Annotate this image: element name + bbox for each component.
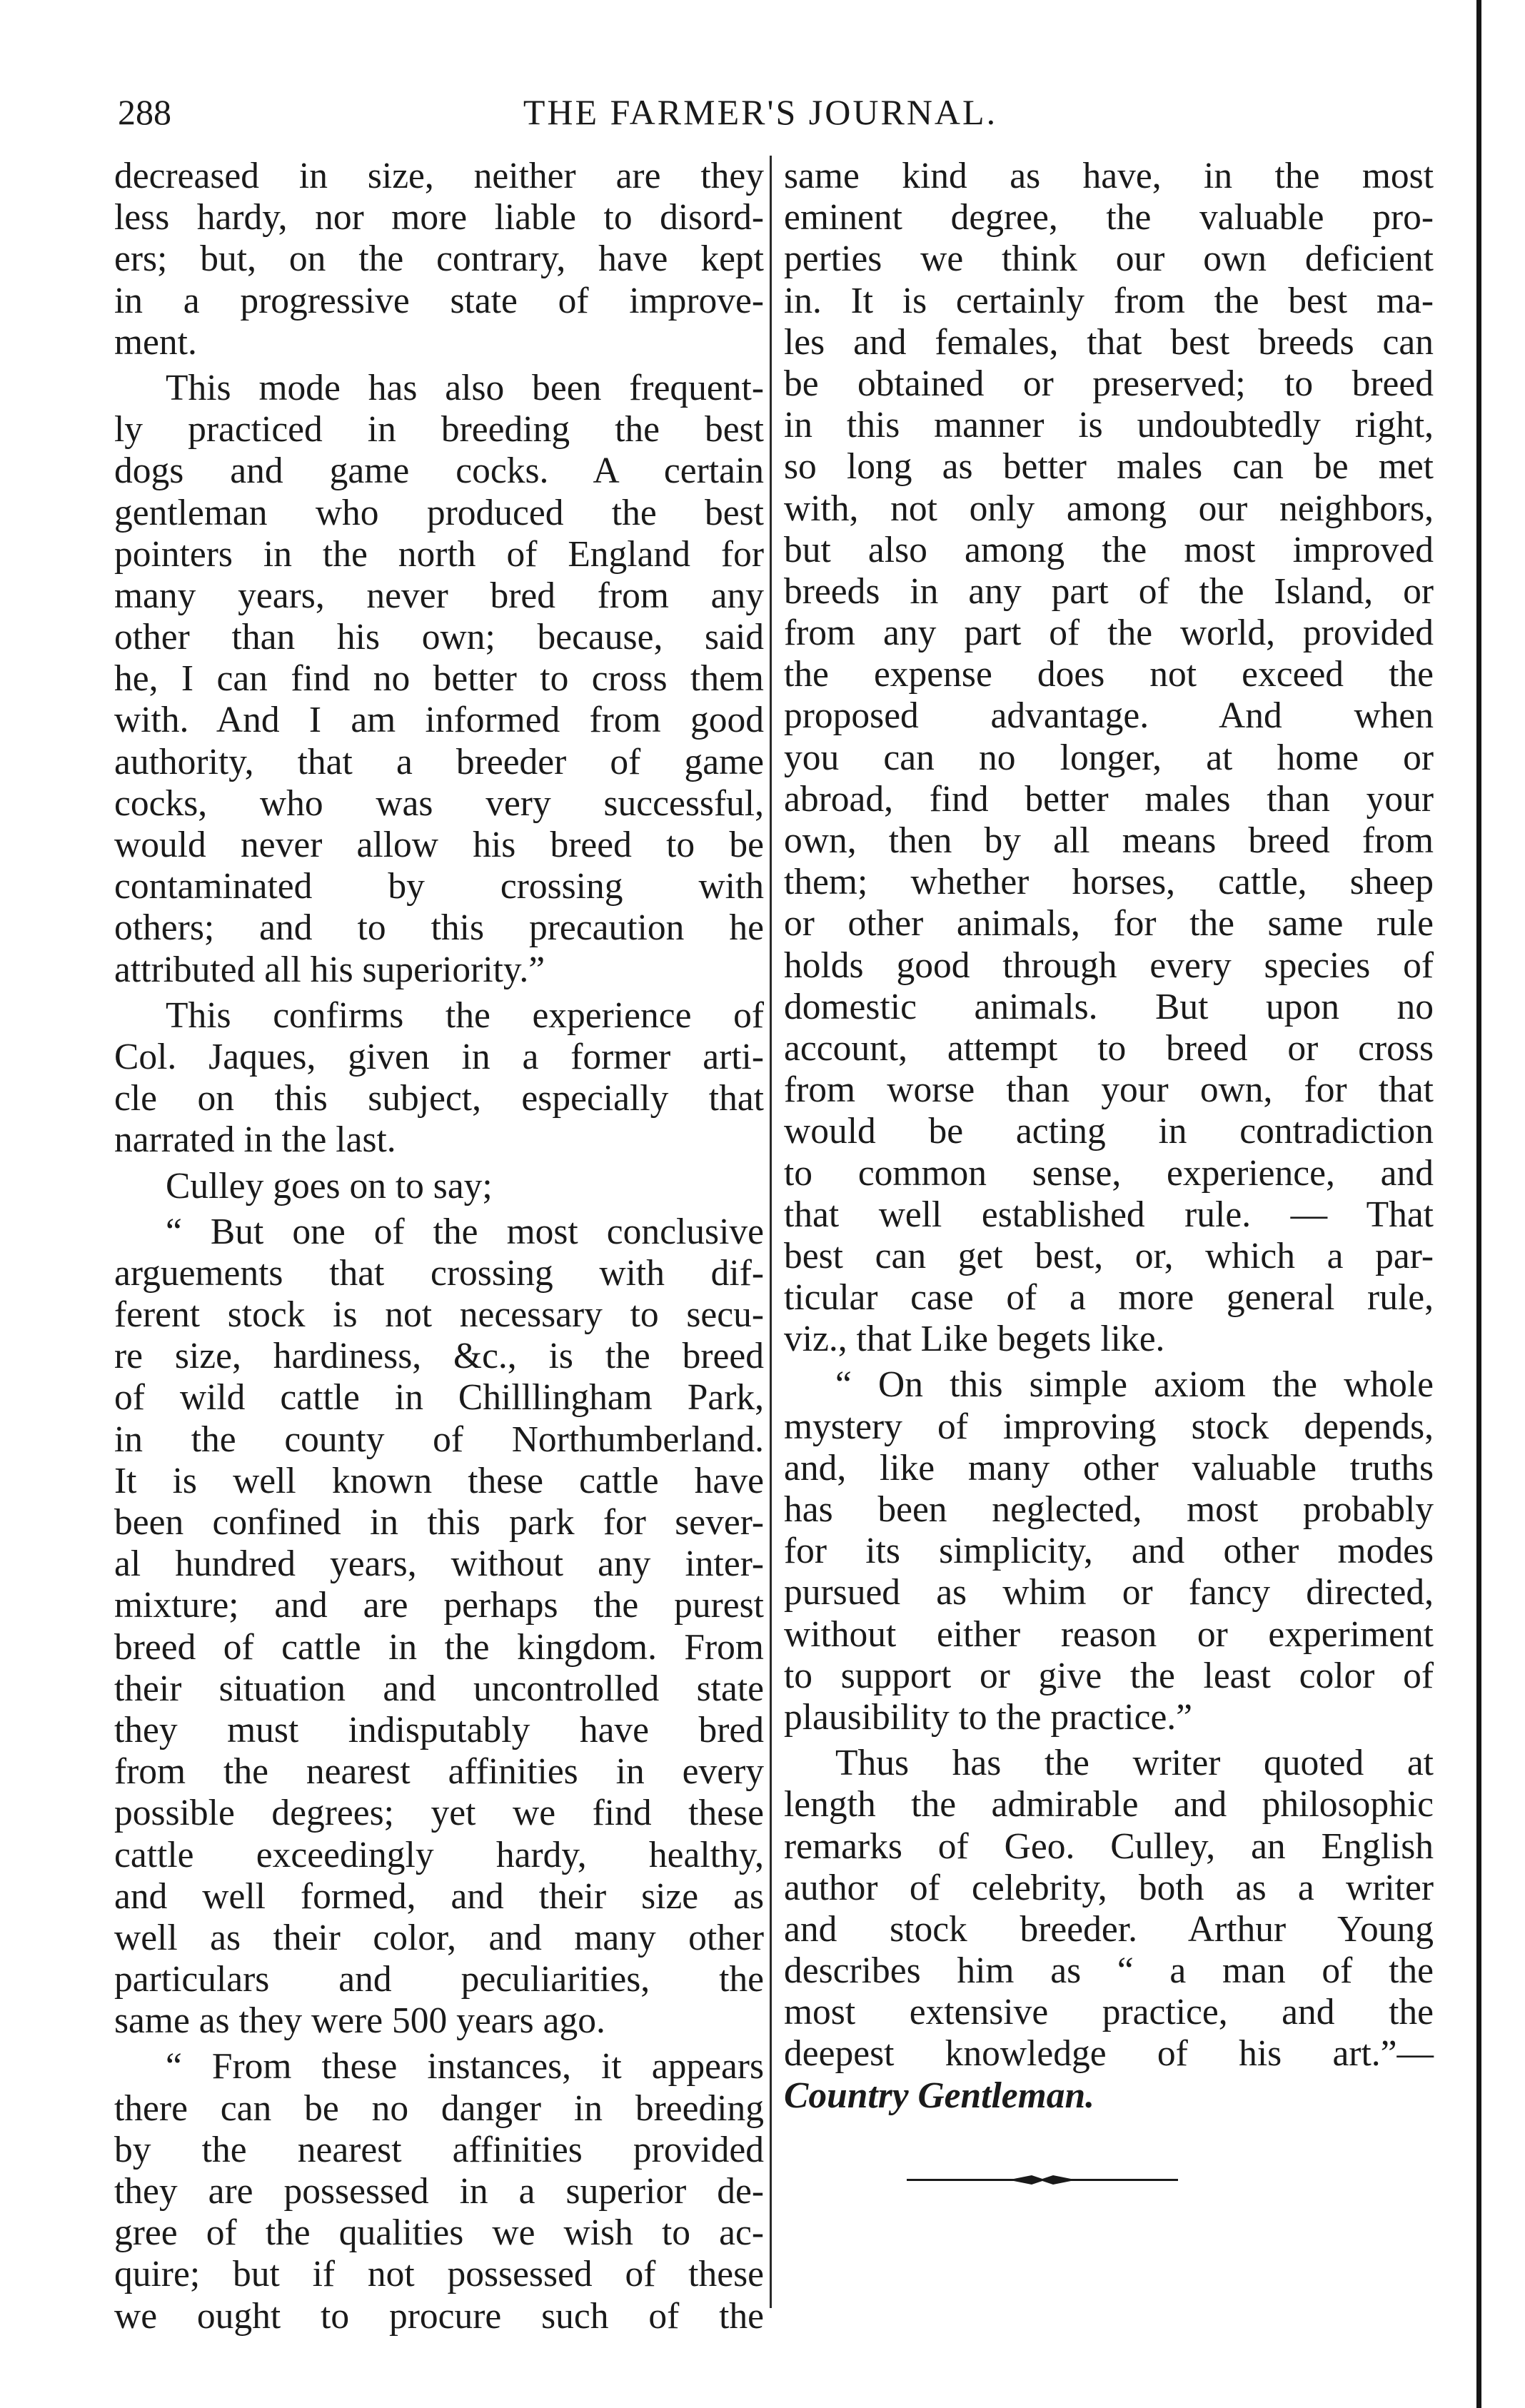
text-line: many years, never bred from any <box>114 575 764 616</box>
text-line: from worse than your own, for that <box>784 1069 1434 1111</box>
text-line: author of celebrity, both as a writer <box>784 1867 1434 1908</box>
text-line: Thus has the writer quoted at <box>835 1743 1434 1784</box>
text-line: length the admirable and philosophic <box>784 1784 1434 1825</box>
text-line: ly practiced in breeding the best <box>114 409 764 450</box>
column-divider <box>770 156 772 2308</box>
text-line: re size, hardiness, &c., is the breed <box>114 1336 764 1377</box>
text-line: best can get best, or, which a par- <box>784 1235 1434 1276</box>
text-line: particulars and peculiarities, the <box>114 1959 764 2000</box>
page-header <box>118 91 1446 141</box>
text-line: cle on this subject, especially that <box>114 1078 764 1119</box>
text-line: would never allow his breed to be <box>114 825 764 865</box>
text-line: It is well known these cattle have <box>114 1460 764 1501</box>
text-line: mixture; and are perhaps the purest <box>114 1585 764 1626</box>
text-line: you can no longer, at home or <box>784 737 1434 778</box>
text-line: gree of the qualities we wish to ac- <box>114 2212 764 2254</box>
text-line: ferent stock is not necessary to secu- <box>114 1294 764 1336</box>
text-line: been confined in this park for sever- <box>114 1502 764 1543</box>
left-text-column <box>114 156 764 2337</box>
text-line: and, like many other valuable truths <box>784 1447 1434 1488</box>
text-line: from any part of the world, provided <box>784 613 1434 654</box>
text-line: “ On this simple axiom the whole <box>835 1364 1434 1406</box>
text-line: others; and to this precaution he <box>114 907 764 949</box>
text-line: to support or give the least color of <box>784 1655 1434 1696</box>
text-line: quire; but if not possessed of these <box>114 2254 764 2295</box>
text-line: their situation and uncontrolled state <box>114 1668 764 1709</box>
text-line: that well established rule. — That <box>784 1194 1434 1235</box>
text-line: would be acting in contradiction <box>784 1111 1434 1152</box>
text-line: well as their color, and many other <box>114 1917 764 1958</box>
text-line: This mode has also been frequent- <box>166 367 764 408</box>
text-line: they are possessed in a superior de- <box>114 2171 764 2212</box>
text-line: authority, that a breeder of game <box>114 741 764 782</box>
text-line: without either reason or experiment <box>784 1613 1434 1655</box>
text-line: Culley goes on to say; <box>166 1165 493 1206</box>
text-line: plausibility to the practice.” <box>784 1696 1193 1738</box>
text-line: so long as better males can be met <box>784 446 1434 488</box>
text-line: This confirms the experience of <box>166 994 764 1036</box>
text-line: or other animals, for the same rule <box>784 903 1434 944</box>
article-source: Country Gentleman. <box>784 2075 1094 2116</box>
text-line: perties we think our own deficient <box>784 238 1434 280</box>
text-line: dogs and game cocks. A certain <box>114 450 764 492</box>
text-line: ticular case of a more general rule, <box>784 1277 1434 1319</box>
text-line: gentleman who produced the best <box>114 492 764 533</box>
text-line: the expense does not exceed the <box>784 654 1434 695</box>
text-line: other than his own; because, said <box>114 617 764 658</box>
text-line: eminent degree, the valuable pro- <box>784 197 1434 238</box>
text-line: contaminated by crossing with <box>114 866 764 907</box>
text-line: most extensive practice, and the <box>784 1992 1434 2033</box>
right-text-column <box>784 156 1434 2117</box>
text-line: cattle exceedingly hardy, healthy, <box>114 1834 764 1875</box>
text-line: has been neglected, most probably <box>784 1489 1434 1530</box>
text-line: pursued as whim or fancy directed, <box>784 1572 1434 1613</box>
text-line: attributed all his superiority.” <box>114 949 545 990</box>
text-line: proposed advantage. And when <box>784 695 1434 737</box>
text-line: decreased in size, neither are they <box>114 156 764 196</box>
text-line: of wild cattle in Chilllingham Park, <box>114 1377 764 1419</box>
text-line: abroad, find better males than your <box>784 778 1434 820</box>
text-line: les and females, that best breeds can <box>784 321 1434 363</box>
page-edge-shadow <box>1476 0 1481 2408</box>
text-line: cocks, who was very successful, <box>114 782 764 824</box>
text-line: in. It is certainly from the best ma- <box>784 280 1434 321</box>
tail-ornament <box>907 2169 1178 2190</box>
text-line: but also among the most improved <box>784 529 1434 570</box>
journal-title: THE FARMER'S JOURNAL. <box>523 92 998 132</box>
text-line: arguements that crossing with dif- <box>114 1252 764 1294</box>
text-line: in a progressive state of improve- <box>114 280 764 321</box>
text-line: deepest knowledge of his art.”— <box>784 2033 1434 2075</box>
text-line: domestic animals. But upon no <box>784 986 1434 1027</box>
text-line: ers; but, on the contrary, have kept <box>114 238 764 280</box>
text-line: they must indisputably have bred <box>114 1709 764 1750</box>
text-line: ment. <box>114 321 197 363</box>
text-line: narrated in the last. <box>114 1119 396 1161</box>
text-line: to common sense, experience, and <box>784 1152 1434 1194</box>
text-line: same as they were 500 years ago. <box>114 2000 605 2042</box>
text-line: and well formed, and their size as <box>114 1875 764 1917</box>
text-line: al hundred years, without any inter- <box>114 1543 764 1585</box>
text-line: viz., that Like begets like. <box>784 1319 1165 1360</box>
text-line: account, attempt to breed or cross <box>784 1027 1434 1069</box>
text-line: breed of cattle in the kingdom. From <box>114 1626 764 1668</box>
text-line: in this manner is undoubtedly right, <box>784 405 1434 446</box>
text-line: own, then by all means breed from <box>784 820 1434 861</box>
text-line: remarks of Geo. Culley, an English <box>784 1825 1434 1867</box>
text-line: less hardy, nor more liable to disord- <box>114 197 764 238</box>
text-line: holds good through every species of <box>784 944 1434 986</box>
text-line: there can be no danger in breeding <box>114 2087 764 2129</box>
text-line: them; whether horses, cattle, sheep <box>784 862 1434 903</box>
text-line: with, not only among our neighbors, <box>784 488 1434 529</box>
text-line: for its simplicity, and other modes <box>784 1531 1434 1572</box>
text-line: in the county of Northumberland. <box>114 1419 764 1460</box>
text-line: we ought to procure such of the <box>114 2295 764 2337</box>
text-line: and stock breeder. Arthur Young <box>784 1908 1434 1950</box>
text-line: he, I can find no better to cross them <box>114 658 764 700</box>
text-line: with. And I am informed from good <box>114 700 764 741</box>
text-line: from the nearest affinities in every <box>114 1751 764 1793</box>
text-line: mystery of improving stock depends, <box>784 1406 1434 1447</box>
text-line: pointers in the north of England for <box>114 533 764 575</box>
text-line: by the nearest affinities provided <box>114 2129 764 2170</box>
page-number: 288 <box>118 92 171 132</box>
text-line: “ But one of the most conclusive <box>166 1211 764 1252</box>
text-line: “ From these instances, it appears <box>166 2046 764 2087</box>
text-line: breeds in any part of the Island, or <box>784 570 1434 612</box>
text-line: be obtained or preserved; to breed <box>784 363 1434 404</box>
text-line: same kind as have, in the most <box>784 156 1434 196</box>
text-line: possible degrees; yet we find these <box>114 1793 764 1834</box>
text-line: Col. Jaques, given in a former arti- <box>114 1036 764 1077</box>
text-line: describes him as “ a man of the <box>784 1950 1434 1992</box>
